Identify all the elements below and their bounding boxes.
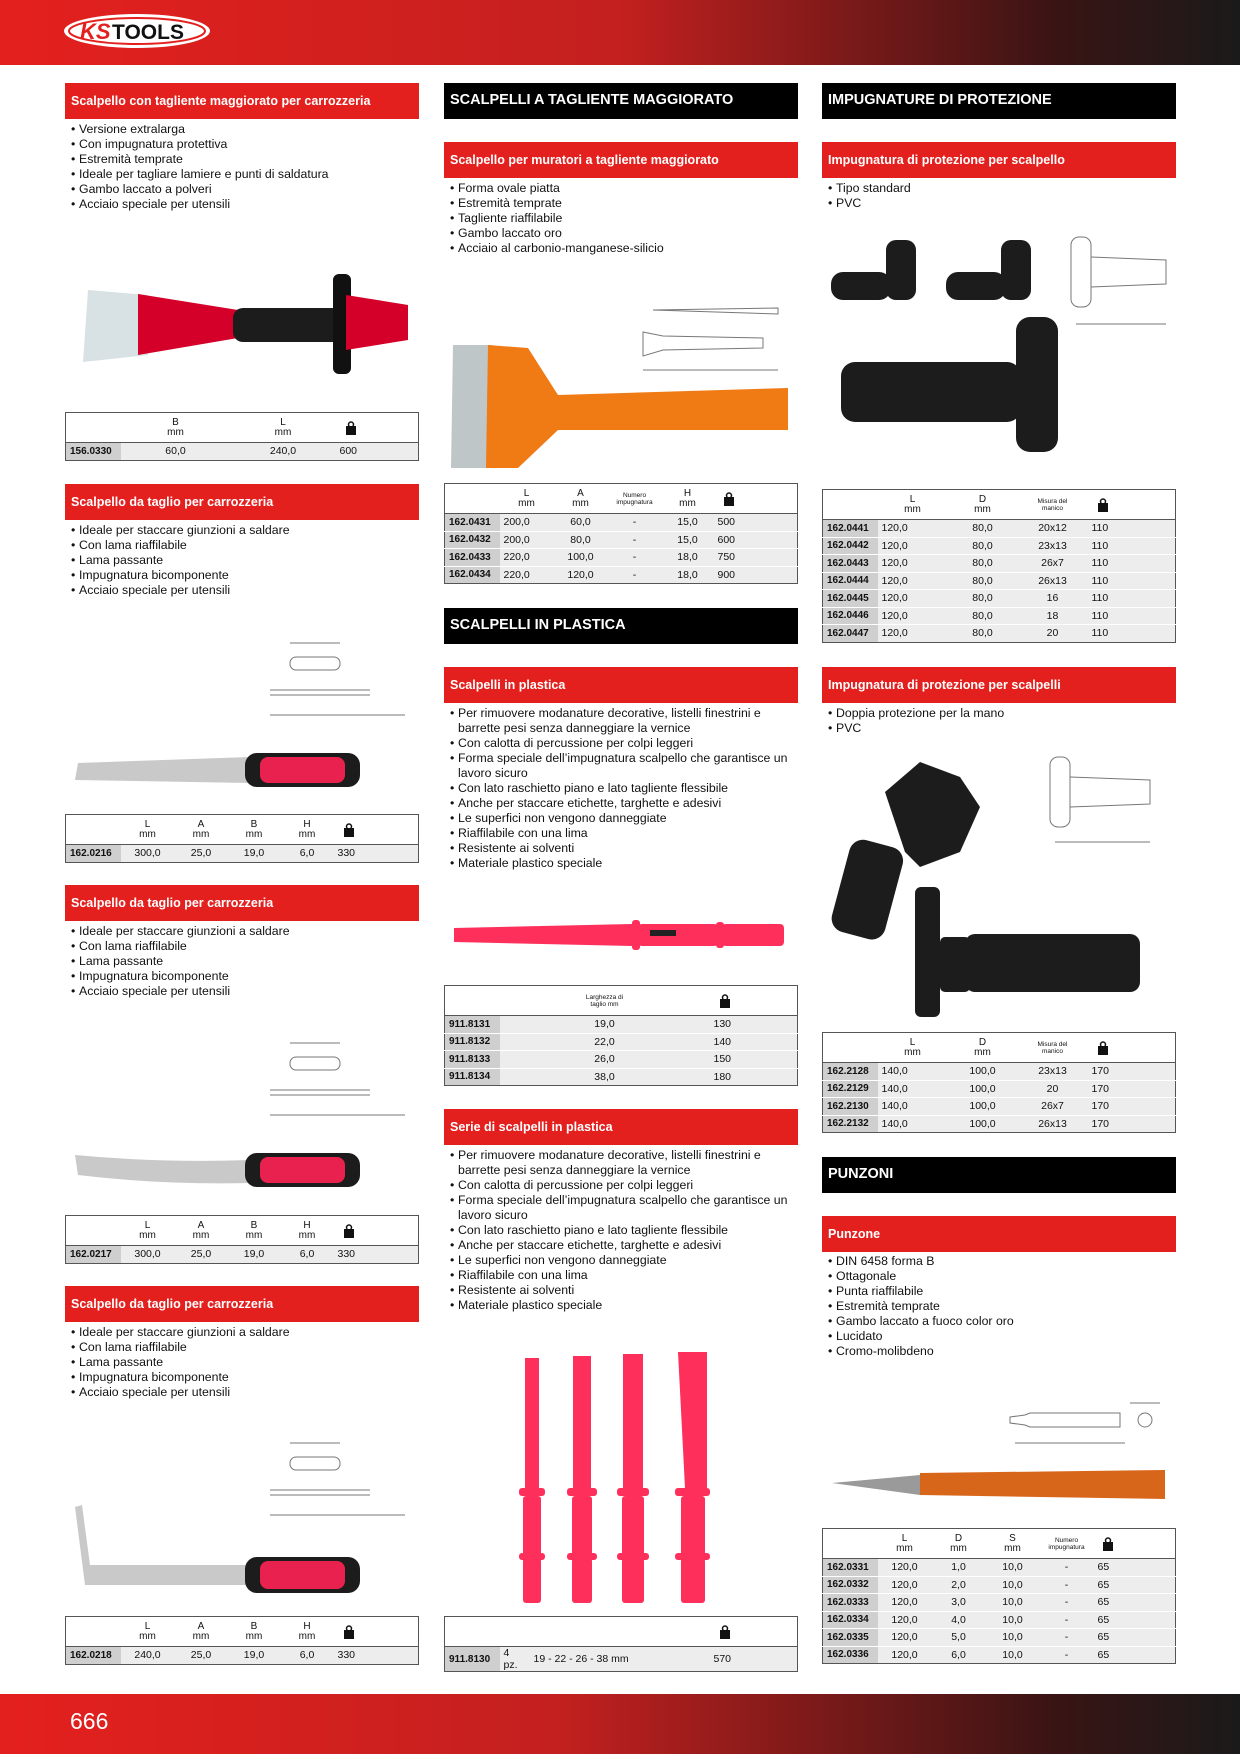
table-row: 162.0442 120,0 80,0 23x13 110 [823, 537, 1176, 555]
double-grip-image [830, 752, 1175, 1027]
table-row: 162.2129 140,0 100,0 20 170 [823, 1080, 1176, 1098]
spec-table: L mm A mm B mm H mm 162.0218 240,0 25,0 19,0 6,0 330 [65, 1616, 419, 1665]
svg-text:TOOLS: TOOLS [112, 21, 184, 44]
spec-table: L mm A mm Numero impugnatura H mm 162.0431 200,0 60,0 - 15,0 500 162.0432 200,0 80,0 - 15,0 600 162.0433 220,0 100,0 - 18,0 750 162.0434 220,0 120,0 - 18,0 900 [444, 483, 798, 584]
section-title: Serie di scalpelli in plastica [444, 1109, 798, 1145]
category-heading: IMPUGNATURE DI PROTEZIONE [822, 83, 1176, 119]
section-title: Scalpello per muratori a tagliente maggiorato [444, 142, 798, 178]
protective-grip-image [826, 232, 1176, 457]
table-row: 162.0441 120,0 80,0 20x12 110 [823, 520, 1176, 538]
section-title: Scalpello da taglio per carrozzeria [65, 484, 419, 520]
chisel-image [70, 635, 410, 805]
table-row: 162.2130 140,0 100,0 26x7 170 [823, 1098, 1176, 1116]
section-title: Impugnatura di protezione per scalpello [822, 142, 1176, 178]
table-row: 162.0447 120,0 80,0 20 110 [823, 625, 1176, 643]
category-heading: SCALPELLI IN PLASTICA [444, 608, 798, 644]
feature-list: • Per rimuovere modanature decorative, listelli finestrini e barrette pesi senza danneggiare la vernice • Con calotta di percussione per colpi leggeri • Forma speciale dell’impugnatura scalpello che garantisce un lavoro sicuro • Con lato raschietto piano e lato tagliente flessibile • Anche per staccare etichette, targhette e adesivi • Le superfici non vengono danneggiate • Riaffilabile con una lima • Resistente ai solventi • Materiale plastico speciale [448, 706, 804, 871]
section-title: Impugnatura di protezione per scalpelli [822, 667, 1176, 703]
feature-list: • DIN 6458 forma B • Ottagonale • Punta riaffilabile • Estremità temprate • Gambo laccato a fuoco color oro • Lucidato • Cromo-molibdeno [826, 1254, 1182, 1359]
table-row: 162.0333 120,0 3,0 10,0 - 65 [823, 1594, 1176, 1612]
table-row: 162.0334 120,0 4,0 10,0 - 65 [823, 1611, 1176, 1629]
spec-table [444, 1616, 798, 1672]
feature-list: • Tipo standard • PVC [826, 181, 1182, 211]
weight-icon [343, 1625, 355, 1639]
table-row: 162.0433 220,0 100,0 - 18,0 750 [445, 549, 798, 567]
table-row: 911.8130 4 pz. 19 - 22 - 26 - 38 mm 570 [445, 1647, 798, 1672]
svg-text:KS: KS [80, 19, 111, 44]
spec-table: Larghezza di taglio mm 911.8131 19,0 130 911.8132 22,0 140 911.8133 26,0 150 911.8134 38,0 180 [444, 985, 798, 1086]
category-heading: SCALPELLI A TAGLIENTE MAGGIORATO [444, 83, 798, 119]
weight-icon [1102, 1537, 1114, 1551]
table-row: 162.0431 200,0 60,0 - 15,0 500 [445, 514, 798, 532]
spec-table: B mm L mm 156.0330 60,0 240,0 600 [65, 412, 419, 461]
spec-table: L mm D mm Misura del manico 162.0441 120,0 80,0 20x12 110 162.0442 120,0 80,0 23x13 110 162.0443 120,0 80,0 26x7 110 162.0444 120,0 80,0 26x13 110 162.0445 120,0 80,0 16 110 162.0446 120,0 80,0 18 110 162.0447 120,0 80,0 20 110 [822, 489, 1176, 643]
page-footer [0, 1694, 1240, 1754]
bent-chisel-image [70, 1035, 410, 1205]
weight-icon [723, 492, 735, 506]
feature-list: • Versione extralarga • Con impugnatura protettiva • Estremità temprate • Ideale per tagliare lamiere e punti di saldatura • Gambo laccato a polveri • Acciaio speciale per utensili [69, 122, 425, 212]
feature-list: • Ideale per staccare giunzioni a saldare • Con lama riaffilabile • Lama passante • Impugnatura bicomponente • Acciaio speciale per utensili [69, 1325, 425, 1400]
table-row: 911.8132 22,0 140 [445, 1033, 798, 1051]
offset-chisel-image [70, 1435, 410, 1610]
table-row: 162.0445 120,0 80,0 16 110 [823, 590, 1176, 608]
table-row: 162.0331 120,0 1,0 10,0 - 65 [823, 1559, 1176, 1577]
table-row: 156.0330 60,0 240,0 600 [66, 443, 419, 461]
table-row: 162.0217 300,0 25,0 19,0 6,0 330 [66, 1246, 419, 1264]
masonry-chisel-image [448, 300, 793, 475]
weight-icon [1097, 1041, 1109, 1055]
section-title: Scalpello con tagliente maggiorato per carrozzeria [65, 83, 419, 119]
table-row: 162.0443 120,0 80,0 26x7 110 [823, 555, 1176, 573]
feature-list: • Ideale per staccare giunzioni a saldare • Con lama riaffilabile • Lama passante • Impugnatura bicomponente • Acciaio speciale per utensili [69, 523, 425, 598]
feature-list: • Forma ovale piatta • Estremità temprate • Tagliente riaffilabile • Gambo laccato oro • Acciaio al carbonio-manganese-silicio [448, 181, 804, 256]
spec-table: L mm D mm S mm Numero impugnatura 162.0331 120,0 1,0 10,0 - 65 162.0332 120,0 2,0 10,0 - 65 162.0333 120,0 3,0 10,0 - 65 162.0334 120,0 4,0 10,0 - 65 162.0335 120,0 5,0 10,0 - 65 162.0336 120,0 6,0 10,0 - 65 [822, 1528, 1176, 1664]
ks-tools-logo [62, 12, 212, 50]
page-header [0, 0, 1240, 65]
plastic-chisel-image [452, 910, 792, 960]
table-row: 162.0336 120,0 6,0 10,0 - 65 [823, 1646, 1176, 1664]
table-row: 162.0446 120,0 80,0 18 110 [823, 607, 1176, 625]
feature-list: • Per rimuovere modanature decorative, listelli finestrini e barrette pesi senza danneggiare la vernice • Con calotta di percussione per colpi leggeri • Forma speciale dell’impugnatura scalpello che garantisce un lavoro sicuro • Con lato raschietto piano e lato tagliente flessibile • Anche per staccare etichette, targhette e adesivi • Le superfici non vengono danneggiate • Riaffilabile con una lima • Resistente ai solventi • Materiale plastico speciale [448, 1148, 804, 1313]
wide-chisel-image [78, 270, 418, 380]
table-row: 162.0444 120,0 80,0 26x13 110 [823, 572, 1176, 590]
table-row: 162.0216 300,0 25,0 19,0 6,0 330 [66, 845, 419, 863]
table-row: 162.2128 140,0 100,0 23x13 170 [823, 1063, 1176, 1081]
plastic-chisel-set-image [515, 1348, 725, 1618]
weight-icon [343, 823, 355, 837]
table-row: 911.8133 26,0 150 [445, 1051, 798, 1069]
punch-image [830, 1395, 1175, 1510]
table-row: 162.0332 120,0 2,0 10,0 - 65 [823, 1576, 1176, 1594]
weight-icon [343, 1224, 355, 1238]
feature-list: • Ideale per staccare giunzioni a saldare • Con lama riaffilabile • Lama passante • Impugnatura bicomponente • Acciaio speciale per utensili [69, 924, 425, 999]
weight-icon [719, 1625, 731, 1639]
section-title: Punzone [822, 1216, 1176, 1252]
spec-table: L mm D mm Misura del manico 162.2128 140,0 100,0 23x13 170 162.2129 140,0 100,0 20 170 162.2130 140,0 100,0 26x7 170 162.2132 140,0 100,0 26x13 170 [822, 1032, 1176, 1133]
table-row: 162.0434 220,0 120,0 - 18,0 900 [445, 566, 798, 584]
table-row: 162.0335 120,0 5,0 10,0 - 65 [823, 1629, 1176, 1647]
table-row: 162.0432 200,0 80,0 - 15,0 600 [445, 531, 798, 549]
page-number: 666 [70, 1708, 109, 1734]
spec-table: L mm A mm B mm H mm 162.0216 300,0 25,0 19,0 6,0 330 [65, 814, 419, 863]
weight-icon [345, 421, 357, 435]
table-row: 911.8134 38,0 180 [445, 1068, 798, 1086]
weight-icon [1097, 498, 1109, 512]
table-row: 911.8131 19,0 130 [445, 1016, 798, 1034]
section-title: Scalpello da taglio per carrozzeria [65, 885, 419, 921]
category-heading: PUNZONI [822, 1157, 1176, 1193]
table-row: 162.0218 240,0 25,0 19,0 6,0 330 [66, 1647, 419, 1665]
spec-table: L mm A mm B mm H mm 162.0217 300,0 25,0 19,0 6,0 330 [65, 1215, 419, 1264]
section-title: Scalpello da taglio per carrozzeria [65, 1286, 419, 1322]
feature-list: • Doppia protezione per la mano • PVC [826, 706, 1182, 736]
section-title: Scalpelli in plastica [444, 667, 798, 703]
table-row: 162.2132 140,0 100,0 26x13 170 [823, 1115, 1176, 1133]
weight-icon [719, 994, 731, 1008]
